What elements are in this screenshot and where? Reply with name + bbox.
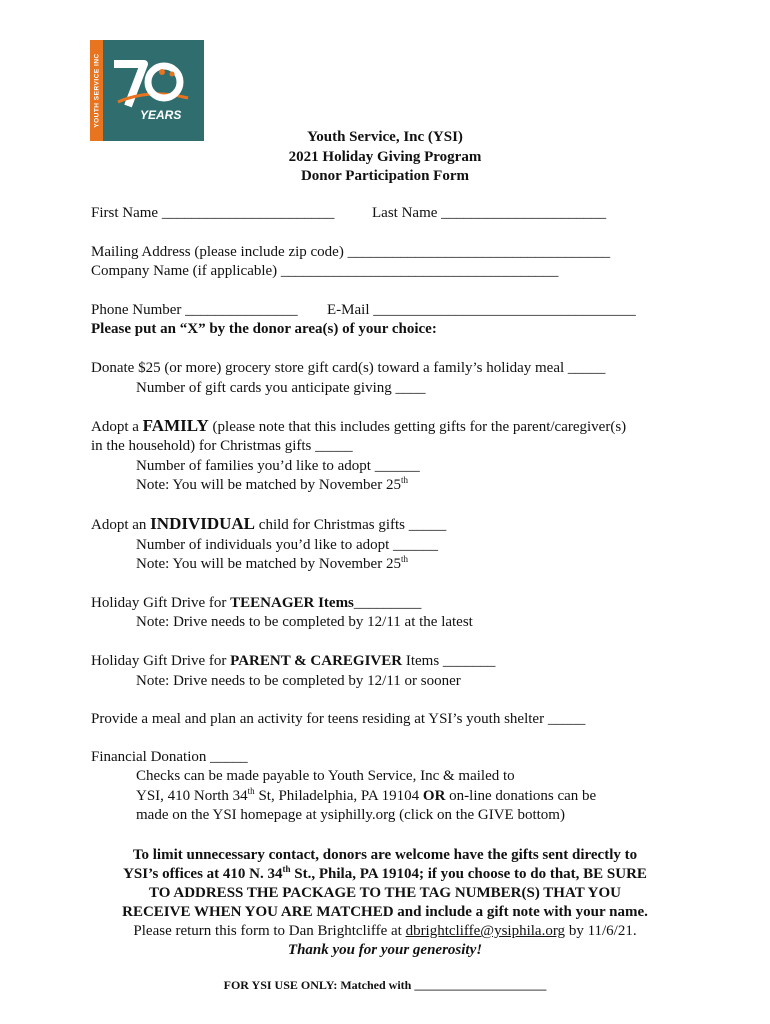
family-post: (please note that this includes getting gifts for the parent/caregiver(s) [208, 419, 627, 435]
notice5-pre: Please return this form to Dan Brightcliffe at [133, 923, 406, 939]
notice2-sup: th [282, 864, 291, 874]
option-family-line2[interactable]: in the household) for Christmas gifts _____ [91, 438, 353, 454]
fin2-mid: St, Philadelphia, PA 19104 [254, 788, 423, 804]
notice-line2 [0, 865, 770, 884]
logo-seventy-graphic [110, 58, 194, 114]
logo-years-text: YEARS [140, 108, 182, 122]
header-form-name: Donor Participation Form [300, 168, 470, 184]
notice2-pre: YSI’s offices at 410 N. 34 [123, 866, 283, 882]
parent-pre: Holiday Gift Drive for [91, 653, 231, 669]
indiv-pre: Adopt an [91, 517, 151, 533]
family-bold: FAMILY [142, 416, 209, 435]
option-grocery-count[interactable]: Number of gift cards you anticipate giving ____ [136, 380, 426, 396]
phone-field[interactable]: Phone Number _______________ [91, 302, 298, 318]
last-name-field[interactable]: Last Name ______________________ [372, 205, 607, 221]
first-name-field[interactable]: First Name _______________________ [91, 205, 335, 221]
parent-bold: PARENT & CAREGIVER [230, 653, 403, 669]
teen-bold: TEENAGER Items [230, 595, 354, 611]
contact-email-link[interactable]: dbrightcliffe@ysiphila.org [405, 923, 566, 939]
indiv-note-sup: th [400, 554, 408, 564]
notice-line4: RECEIVE WHEN YOU ARE MATCHED and include a gift note with your name. [122, 904, 648, 920]
option-family-count[interactable]: Number of families you’d like to adopt ______ [136, 458, 420, 474]
instruction-text: Please put an “X” by the donor area(s) of your choice: [91, 321, 437, 337]
fin2-bold: OR [422, 788, 446, 804]
indiv-post: child for Christmas gifts _____ [255, 517, 447, 533]
option-individual[interactable] [91, 514, 446, 535]
notice-line5 [0, 922, 770, 941]
teen-pre: Holiday Gift Drive for [91, 595, 231, 611]
financial-line1: Checks can be made payable to Youth Service, Inc & mailed to [136, 768, 515, 784]
teen-post: _________ [353, 595, 422, 611]
indiv-bold: INDIVIDUAL [150, 514, 256, 533]
ysi-use-only-footer: FOR YSI USE ONLY: Matched with ______________________ [223, 978, 547, 992]
notice2-post: St., Phila, PA 19104; if you choose to do that, BE SURE [290, 866, 647, 882]
individual-note [136, 554, 408, 574]
parent-note: Note: Drive needs to be completed by 12/11 or sooner [136, 673, 461, 689]
option-financial[interactable]: Financial Donation _____ [91, 749, 248, 765]
thank-you-text: Thank you for your generosity! [287, 942, 483, 958]
header-program: 2021 Holiday Giving Program [288, 149, 482, 165]
teenager-note: Note: Drive needs to be completed by 12/11 at the latest [136, 614, 473, 630]
company-name-field[interactable]: Company Name (if applicable) _____________________________________ [91, 263, 559, 279]
logo-vertical-text: YOUTH SERVICE INC [93, 53, 101, 128]
fin2-post: on-line donations can be [445, 788, 597, 804]
family-pre: Adopt a [91, 419, 143, 435]
fin2-sup: th [247, 786, 255, 796]
email-field[interactable]: E-Mail ___________________________________ [327, 302, 636, 318]
notice5-post: by 11/6/21. [565, 923, 637, 939]
option-parent[interactable] [91, 651, 495, 671]
option-meal[interactable]: Provide a meal and plan an activity for teens residing at YSI’s youth shelter _____ [91, 711, 586, 727]
mailing-address-field[interactable]: Mailing Address (please include zip code) ___________________________________ [91, 244, 611, 260]
financial-line2 [136, 786, 596, 806]
ysi-70-years-logo [90, 40, 204, 141]
parent-post: Items _______ [402, 653, 496, 669]
option-family[interactable] [91, 416, 626, 437]
logo-orange-strip [90, 40, 103, 141]
option-grocery[interactable]: Donate $25 (or more) grocery store gift card(s) toward a family’s holiday meal _____ [91, 360, 606, 376]
fin2-pre: YSI, 410 North 34 [136, 788, 248, 804]
header-org: Youth Service, Inc (YSI) [307, 129, 463, 145]
option-individual-count[interactable]: Number of individuals you’d like to adopt ______ [136, 537, 439, 553]
family-note-sup: th [400, 475, 408, 485]
family-note-text: Note: You will be matched by November 25 [136, 477, 401, 493]
notice-line3: TO ADDRESS THE PACKAGE TO THE TAG NUMBER(S) THAT YOU [149, 885, 621, 901]
family-note [136, 475, 408, 495]
indiv-note-text: Note: You will be matched by November 25 [136, 556, 401, 572]
option-teenager[interactable] [91, 593, 421, 613]
financial-line3: made on the YSI homepage at ysiphilly.org (click on the GIVE bottom) [136, 807, 565, 823]
notice-line1: To limit unnecessary contact, donors are welcome have the gifts sent directly to [132, 847, 638, 863]
